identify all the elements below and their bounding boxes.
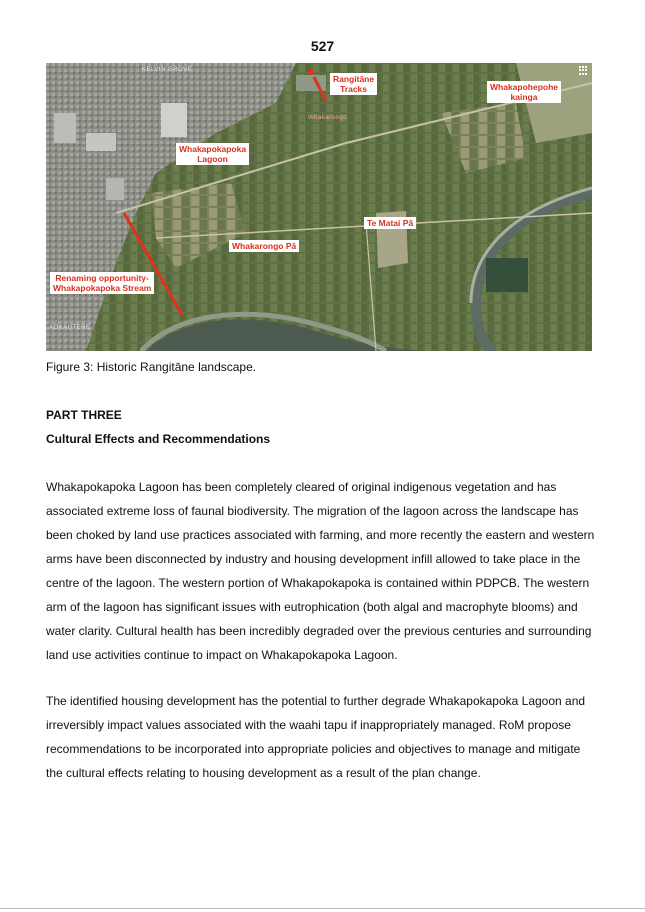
label-rangitane-tracks: Rangitāne Tracks	[330, 73, 377, 95]
paragraph-1-line: associated extreme loss of faunal biodiversity. The migration of the lagoon across the landscape has	[46, 504, 579, 518]
tracks-marker-dot	[308, 69, 314, 75]
paragraph-1-line: been choked by land use practices associated with farming, and more recently the eastern and western	[46, 528, 595, 542]
map-road-label: Whakarongo	[308, 115, 348, 121]
label-te-matai-pa: Te Matai Pā	[364, 217, 416, 229]
label-whakarongo-pa: Whakarongo Pā	[229, 240, 299, 252]
figure-caption: Figure 3: Historic Rangitāne landscape.	[46, 360, 257, 374]
page-bottom-rule	[0, 908, 645, 909]
page-number: 527	[310, 38, 335, 54]
section-title: Cultural Effects and Recommendations	[46, 432, 271, 446]
paragraph-1-line: centre of the lagoon. The western portion of Whakapokapoka is contained within PDPCB. The western	[46, 576, 590, 590]
paragraph-2	[46, 689, 598, 785]
paragraph-1	[46, 475, 598, 667]
map-place-aokautere: AOKAUTERE	[49, 325, 91, 331]
paragraph-1-line: Whakapokapoka Lagoon has been completely cleared of original indigenous vegetation and has	[46, 480, 557, 494]
paragraph-1-line: arms have been disconnected by industry and housing development infill allowed to take place in the	[46, 552, 581, 566]
part-heading: PART THREE	[46, 408, 122, 422]
paragraph-2-line: The identified housing development has the potential to further degrade Whakapokapoka Lagoon and	[46, 694, 586, 708]
map-place-kelvin-grove: KELVIN GROVE	[142, 67, 193, 73]
paragraph-2-line: recommendations to be incorporated into appropriate policies and objectives to manage and mitigate	[46, 742, 581, 756]
grid-icon	[579, 66, 588, 75]
paragraph-2-line: the cultural effects relating to housing development as a result of the plan change.	[46, 766, 481, 780]
label-renaming-opportunity: Renaming opportunity- Whakapokapoka Stream	[50, 272, 154, 294]
aerial-map	[46, 63, 592, 351]
label-whakapohepohe-kainga: Whakapohepohe kainga	[487, 81, 561, 103]
label-whakapokapoka-lagoon: Whakapokapoka Lagoon	[176, 143, 249, 165]
paragraph-1-line: land use activities continue to impact on Whakapokapoka Lagoon.	[46, 648, 398, 662]
paragraph-1-line: water clarity. Cultural health has been incredibly degraded over the previous centuries and surrounding	[46, 624, 592, 638]
paragraph-1-line: arm of the lagoon has significant issues with eutrophication (both algal and macrophyte blooms) and	[46, 600, 578, 614]
aerial-image	[46, 63, 592, 351]
paragraph-2-line: irreversibly impact values associated with the waahi tapu if inappropriately managed. RoM propose	[46, 718, 571, 732]
